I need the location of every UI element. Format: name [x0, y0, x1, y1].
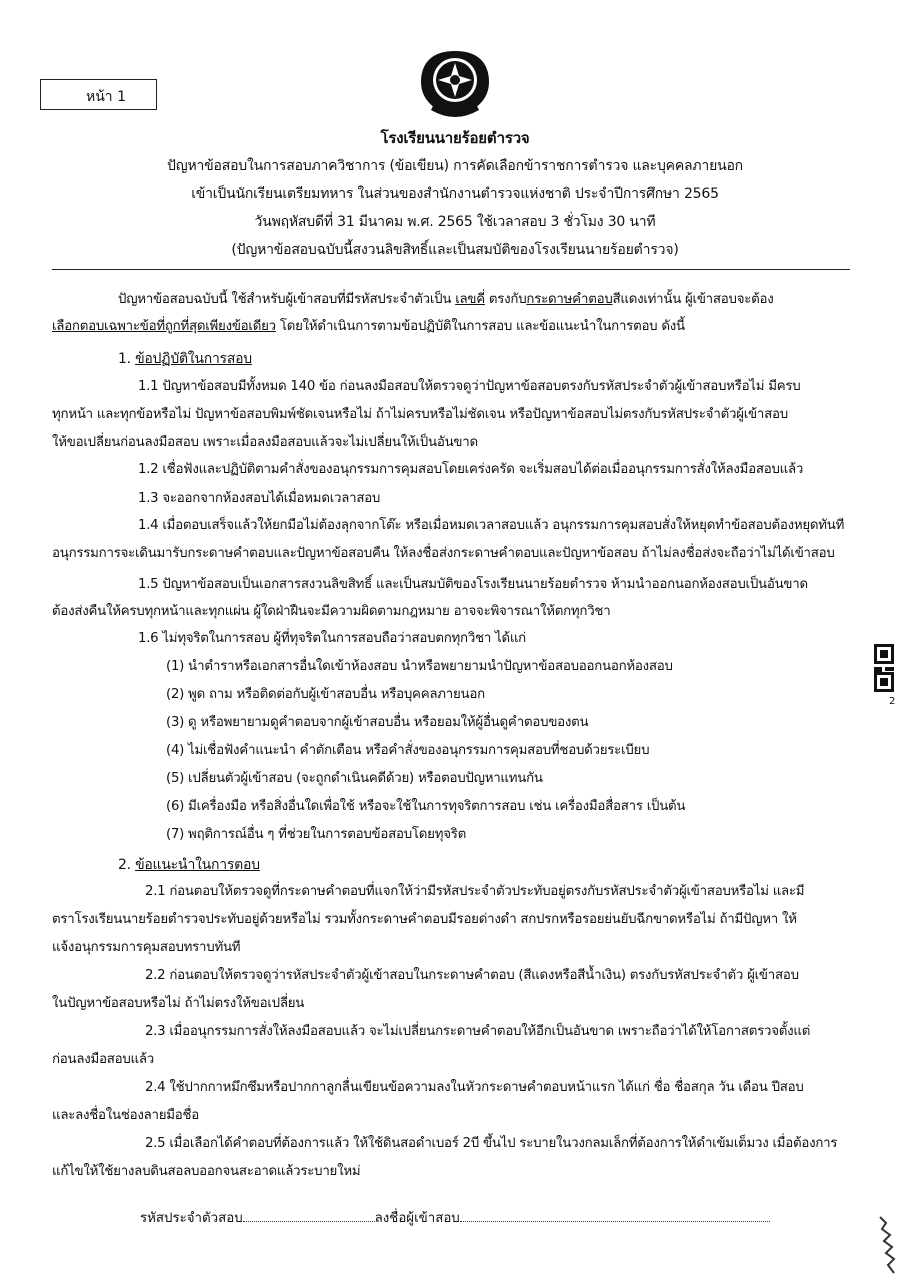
candidate-signature-label: ลงชื่อผู้เข้าสอบ	[374, 1211, 460, 1226]
advice-2-5-line-2: แก้ไขให้ใช้ยางลบดินสอลบออกจนสะอาดแล้วระบายใหม่	[52, 1164, 361, 1179]
advice-2-5-line-1: 2.5 เมื่อเลือกได้คำตอบที่ต้องการแล้ว ให้ใช้ดินสอดำเบอร์ 2บี ขึ้นไป ระบายในวงกลมเล็กที่ต้องการให้ดำเข้มเต็มวง เมื่อต้องการ	[145, 1136, 838, 1151]
section-number: 1.	[118, 351, 136, 367]
page-number-label: หน้า 1	[86, 89, 127, 105]
advice-2-1-line-2: ตราโรงเรียนนายร้อยตำรวจประทับอยู่ด้วยหรือไม่ รวมทั้งกระดาษคำตอบมีรอยด่างดำ สกปรกหรือรอยย่นยับฉีกขาดหรือไม่ ถ้ามีปัญหา ให้	[52, 912, 797, 927]
section-2-heading	[118, 858, 260, 872]
scan-noise-mark	[876, 1215, 898, 1275]
advice-2-3-line-2: ก่อนลงมือสอบแล้ว	[52, 1052, 154, 1067]
single-answer-emphasis: เลือกตอบเฉพาะข้อที่ถูกที่สุดเพียงข้อเดียว	[52, 319, 276, 334]
rule-1-5-line-2: ต้องส่งคืนให้ครบทุกหน้าและทุกแผ่น ผู้ใดฝ่าฝืนจะมีความผิดตามกฎหมาย อาจจะพิจารณาให้ตกทุกวิชา	[52, 604, 611, 619]
section-title: ข้อปฏิบัติในการสอบ	[135, 351, 252, 367]
candidate-id-field[interactable]	[243, 1210, 375, 1222]
intro-line-2	[52, 320, 685, 333]
advice-2-2-line-1: 2.2 ก่อนตอบให้ตรวจดูว่ารหัสประจำตัวผู้เข้าสอบในกระดาษคำตอบ (สีแดงหรือสีน้ำเงิน) ตรงกับรหัสประจำตัว ผู้เข้าสอบ	[145, 968, 799, 983]
intro-text: สีแดงเท่านั้น ผู้เข้าสอบจะต้อง	[612, 292, 774, 307]
margin-mark: 2	[889, 696, 896, 707]
cheating-item-1: (1) นำตำราหรือเอกสารอื่นใดเข้าห้องสอบ นำหรือพยายามนำปัญหาข้อสอบออกนอกห้องสอบ	[166, 659, 673, 674]
candidate-footer	[140, 1207, 770, 1228]
section-number: 2.	[118, 857, 136, 873]
advice-2-4-line-2: และลงชื่อในช่องลายมือชื่อ	[52, 1108, 200, 1123]
header-divider	[52, 269, 850, 270]
section-1-heading	[118, 352, 252, 366]
intro-line-1	[118, 293, 774, 306]
rule-1-5-line-1: 1.5 ปัญหาข้อสอบเป็นเอกสารสงวนลิขสิทธิ์ และเป็นสมบัติของโรงเรียนนายร้อยตำรวจ ห้ามนำออกนอกห้องสอบเป็นอันขาด	[138, 577, 808, 592]
police-cadet-academy-logo	[417, 48, 493, 122]
cheating-item-5: (5) เปลี่ยนตัวผู้เข้าสอบ (จะถูกดำเนินคดีด้วย) หรือตอบปัญหาแทนกัน	[166, 771, 543, 786]
rule-1-4-line-2: อนุกรรมการจะเดินมารับกระดาษคำตอบและปัญหาข้อสอบคืน ให้ลงชื่อส่งกระดาษคำตอบและปัญหาข้อสอบ ถ้าไม่ลงชื่อส่งจะถือว่าไม่ได้เข้าสอบ	[52, 546, 835, 561]
rule-1-1-line-1: 1.1 ปัญหาข้อสอบมีทั้งหมด 140 ข้อ ก่อนลงมือสอบให้ตรวจดูว่าปัญหาข้อสอบตรงกับรหัสประจำตัวผู้เข้าสอบหรือไม่ มีครบ	[138, 379, 801, 394]
cheating-item-2: (2) พูด ถาม หรือติดต่อกับผู้เข้าสอบอื่น หรือบุคคลภายนอก	[166, 687, 485, 702]
exam-date-line: วันพฤหัสบดีที่ 31 มีนาคม พ.ศ. 2565 ใช้เวลาสอบ 3 ชั่วโมง 30 นาที	[254, 214, 656, 230]
rule-1-2: 1.2 เชื่อฟังและปฏิบัติตามคำสั่งของอนุกรรมการคุมสอบโดยเคร่งครัด จะเริ่มสอบได้ต่อเมื่ออนุกรรมการสั่งให้ลงมือสอบแล้ว	[138, 462, 804, 477]
advice-2-4-line-1: 2.4 ใช้ปากกาหมึกซึมหรือปากกาลูกลื่นเขียนข้อความลงในหัวกระดาษคำตอบหน้าแรก ได้แก่ ชื่อ ชื่อสกุล วัน เดือน ปีสอบ	[145, 1080, 804, 1095]
advice-2-1-line-3: แจ้งอนุกรรมการคุมสอบทราบทันที	[52, 940, 241, 955]
exam-title-line-1: ปัญหาข้อสอบในการสอบภาควิชาการ (ข้อเขียน) การคัดเลือกข้าราชการตำรวจ และบุคคลภายนอก	[167, 158, 743, 174]
school-name: โรงเรียนนายร้อยตำรวจ	[380, 129, 530, 147]
page-number-box	[40, 79, 157, 110]
candidate-signature-field[interactable]	[460, 1210, 770, 1222]
cheating-item-7: (7) พฤติการณ์อื่น ๆ ที่ช่วยในการตอบข้อสอบโดยทุจริต	[166, 827, 467, 842]
rule-1-1-line-2: ทุกหน้า และทุกข้อหรือไม่ ปัญหาข้อสอบพิมพ์ชัดเจนหรือไม่ ถ้าไม่ครบหรือไม่ชัดเจน หรือปัญหาข้อสอบไม่ตรงกับรหัสประจำตัวผู้เข้าสอบ	[52, 407, 788, 422]
intro-text: ตรงกับ	[484, 292, 527, 307]
section-title: ข้อแนะนำในการตอบ	[135, 857, 260, 873]
advice-2-3-line-1: 2.3 เมื่ออนุกรรมการสั่งให้ลงมือสอบแล้ว จะไม่เปลี่ยนกระดาษคำตอบให้อีกเป็นอันขาด เพราะถือว่าได้ให้โอกาสตรวจตั้งแต่	[145, 1024, 811, 1039]
advice-2-2-line-2: ในปัญหาข้อสอบหรือไม่ ถ้าไม่ตรงให้ขอเปลี่ยน	[52, 996, 305, 1011]
candidate-id-label: รหัสประจำตัวสอบ	[140, 1211, 243, 1226]
qr-code-icon	[873, 643, 895, 693]
cheating-item-6: (6) มีเครื่องมือ หรือสิ่งอื่นใดเพื่อใช้ หรือจะใช้ในการทุจริตการสอบ เช่น เครื่องมือสื่อสาร เป็นต้น	[166, 799, 686, 814]
rule-1-6: 1.6 ไม่ทุจริตในการสอบ ผู้ที่ทุจริตในการสอบถือว่าสอบตกทุกวิชา ได้แก่	[138, 631, 526, 646]
odd-number-emphasis: เลขคี่	[455, 292, 485, 307]
cheating-item-3: (3) ดู หรือพยายามดูคำตอบจากผู้เข้าสอบอื่น หรือยอมให้ผู้อื่นดูคำตอบของตน	[166, 715, 589, 730]
advice-2-1-line-1: 2.1 ก่อนตอบให้ตรวจดูที่กระดาษคำตอบที่แจกให้ว่ามีรหัสประจำตัวประทับอยู่ตรงกับรหัสประจำตัวผู้เข้าสอบหรือไม่ และมี	[145, 884, 805, 899]
intro-text: โดยให้ดำเนินการตามข้อปฏิบัติในการสอบ และข้อแนะนำในการตอบ ดังนี้	[275, 319, 685, 334]
rule-1-3: 1.3 จะออกจากห้องสอบได้เมื่อหมดเวลาสอบ	[138, 491, 381, 506]
intro-text: ปัญหาข้อสอบฉบับนี้ ใช้สำหรับผู้เข้าสอบที่มีรหัสประจำตัวเป็น	[118, 292, 456, 307]
copyright-line: (ปัญหาข้อสอบฉบับนี้สงวนลิขสิทธิ์และเป็นสมบัติของโรงเรียนนายร้อยตำรวจ)	[231, 242, 679, 258]
answer-sheet-emphasis: กระดาษคำตอบ	[526, 292, 613, 307]
rule-1-1-line-3: ให้ขอเปลี่ยนก่อนลงมือสอบ เพราะเมื่อลงมือสอบแล้วจะไม่เปลี่ยนให้เป็นอันขาด	[52, 435, 478, 450]
cheating-item-4: (4) ไม่เชื่อฟังคำแนะนำ คำตักเตือน หรือคำสั่งของอนุกรรมการคุมสอบที่ชอบด้วยระเบียบ	[166, 743, 650, 758]
rule-1-4-line-1: 1.4 เมื่อตอบเสร็จแล้วให้ยกมือไม่ต้องลุกจากโต๊ะ หรือเมื่อหมดเวลาสอบแล้ว อนุกรรมการคุมสอบสั่งให้หยุดทำข้อสอบต้องหยุดทันที	[138, 518, 845, 533]
exam-title-line-2: เข้าเป็นนักเรียนเตรียมทหาร ในส่วนของสำนักงานตำรวจแห่งชาติ ประจำปีการศึกษา 2565	[191, 186, 719, 202]
